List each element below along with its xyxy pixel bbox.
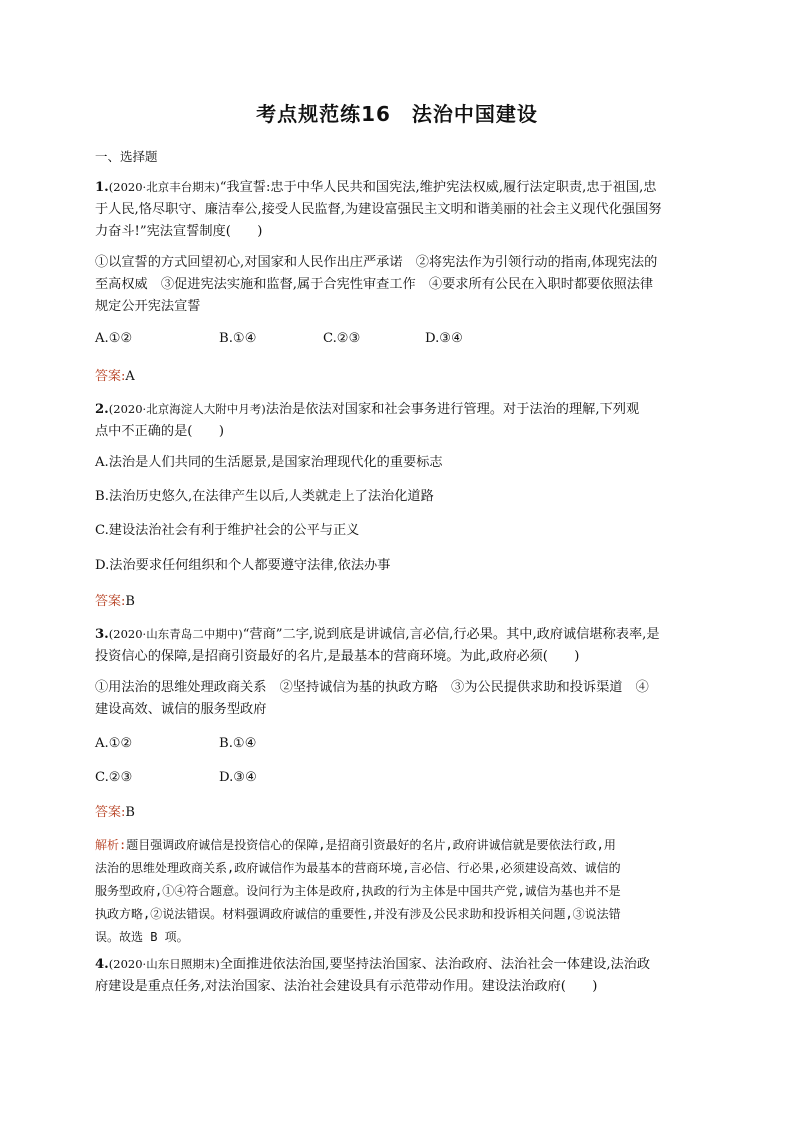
statement-line: ①用法治的思维处理政商关系 ②坚持诚信为基的执政方略 ③为公民提供求助和投诉渠道 ④ <box>95 680 649 695</box>
stem-line: 点中不正确的是( ) <box>95 424 224 439</box>
question-4-stem <box>95 953 695 998</box>
question-3-explanation <box>95 834 695 949</box>
option-a: A.①② <box>95 736 133 751</box>
question-source: (2020·北京海淀人大附中月考) <box>108 402 266 416</box>
option-d: D.③④ <box>219 770 257 785</box>
option-d: D.法治要求任何组织和个人都要遵守法律,依法办事 <box>95 558 391 573</box>
stem-line: 于人民,恪尽职守、廉洁奉公,接受人民监督,为建设富强民主文明和谐美丽的社会主义现代化强国努 <box>95 202 662 217</box>
question-source: (2020·山东日照期末) <box>108 957 220 971</box>
question-number: 1. <box>95 180 109 195</box>
stem-line: 府建设是重点任务,对法治国家、法治社会建设具有示范带动作用。建设法治政府( ) <box>95 979 598 994</box>
answer-label: 答案: <box>95 805 126 820</box>
question-1-answer <box>95 365 135 384</box>
stem-line: “营商”二字,说到底是讲诚信,言必信,行必果。其中,政府诚信堪称表率,是 <box>242 627 660 642</box>
option-c: C.②③ <box>323 331 361 346</box>
option-c: C.建设法治社会有利于维护社会的公平与正义 <box>95 523 360 538</box>
question-source: (2020·北京丰台期末) <box>108 180 220 194</box>
option-a: A.①② <box>95 331 133 346</box>
option-d: D.③④ <box>425 331 463 346</box>
question-source: (2020·山东青岛二中期中) <box>108 627 243 641</box>
question-2-answer <box>95 590 135 609</box>
answer-value: B <box>125 805 135 820</box>
section-heading: 一、选择题 <box>95 149 158 164</box>
statement-line: 建设高效、诚信的服务型政府 <box>95 702 267 717</box>
question-2-stem <box>95 398 695 443</box>
option-b: B.法治历史悠久,在法律产生以后,人类就走上了法治化道路 <box>95 489 434 504</box>
option-c: C.②③ <box>95 770 133 785</box>
stem-line: 法治是依法对国家和社会事务进行管理。对于法治的理解,下列观 <box>265 402 640 417</box>
option-b: B.①④ <box>219 331 257 346</box>
stem-line: “我宣誓:忠于中华人民共和国宪法,维护宪法权威,履行法定职责,忠于祖国,忠 <box>219 180 657 195</box>
question-number: 4. <box>95 957 109 972</box>
question-3-stem <box>95 623 695 668</box>
explanation-line: 误。故选 B 项。 <box>95 930 189 944</box>
statement-line: 规定公开宪法宣誓 <box>95 299 201 314</box>
statement-line: 至高权威 ③促进宪法实施和监督,属于合宪性审查工作 ④要求所有公民在入职时都要依照法律 <box>95 277 654 292</box>
answer-value: A <box>125 369 135 384</box>
stem-line: 投资信心的保障,是招商引资最好的名片,是最基本的营商环境。为此,政府必须( ) <box>95 649 580 664</box>
question-1-stem <box>95 176 695 243</box>
option-b: B.①④ <box>219 736 257 751</box>
answer-value: B <box>125 594 135 609</box>
option-a: A.法治是人们共同的生活愿景,是国家治理现代化的重要标志 <box>95 455 443 470</box>
question-1-statements <box>95 252 695 318</box>
question-number: 3. <box>95 627 109 642</box>
stem-line: 力奋斗!”宪法宣誓制度( ) <box>95 224 263 239</box>
answer-label: 答案: <box>95 594 126 609</box>
explanation-line: 法治的思维处理政商关系,政府诚信作为最基本的营商环境,言必信、行必果,必须建设高效、诚信的 <box>95 861 621 875</box>
question-number: 2. <box>95 402 109 417</box>
question-3-statements <box>95 677 695 721</box>
statement-line: ①以宣誓的方式回望初心,对国家和人民作出庄严承诺 ②将宪法作为引领行动的指南,体现宪法的 <box>95 255 658 270</box>
question-3-answer <box>95 801 135 820</box>
answer-label: 答案: <box>95 369 126 384</box>
explanation-line: 服务型政府,①④符合题意。设问行为主体是政府,执政的行为主体是中国共产党,诚信为基也并不是 <box>95 884 621 898</box>
explanation-label: 解析: <box>95 838 127 852</box>
explanation-line: 执政方略,②说法错误。材料强调政府诚信的重要性,并没有涉及公民求助和投诉相关问题,③说法错 <box>95 907 621 921</box>
page-title: 考点规范练16 法治中国建设 <box>256 102 538 126</box>
stem-line: 全面推进依法治国,要坚持法治国家、法治政府、法治社会一体建设,法治政 <box>219 957 651 972</box>
explanation-line: 题目强调政府诚信是投资信心的保障,是招商引资最好的名片,政府讲诚信就是要依法行政,用 <box>126 838 616 852</box>
